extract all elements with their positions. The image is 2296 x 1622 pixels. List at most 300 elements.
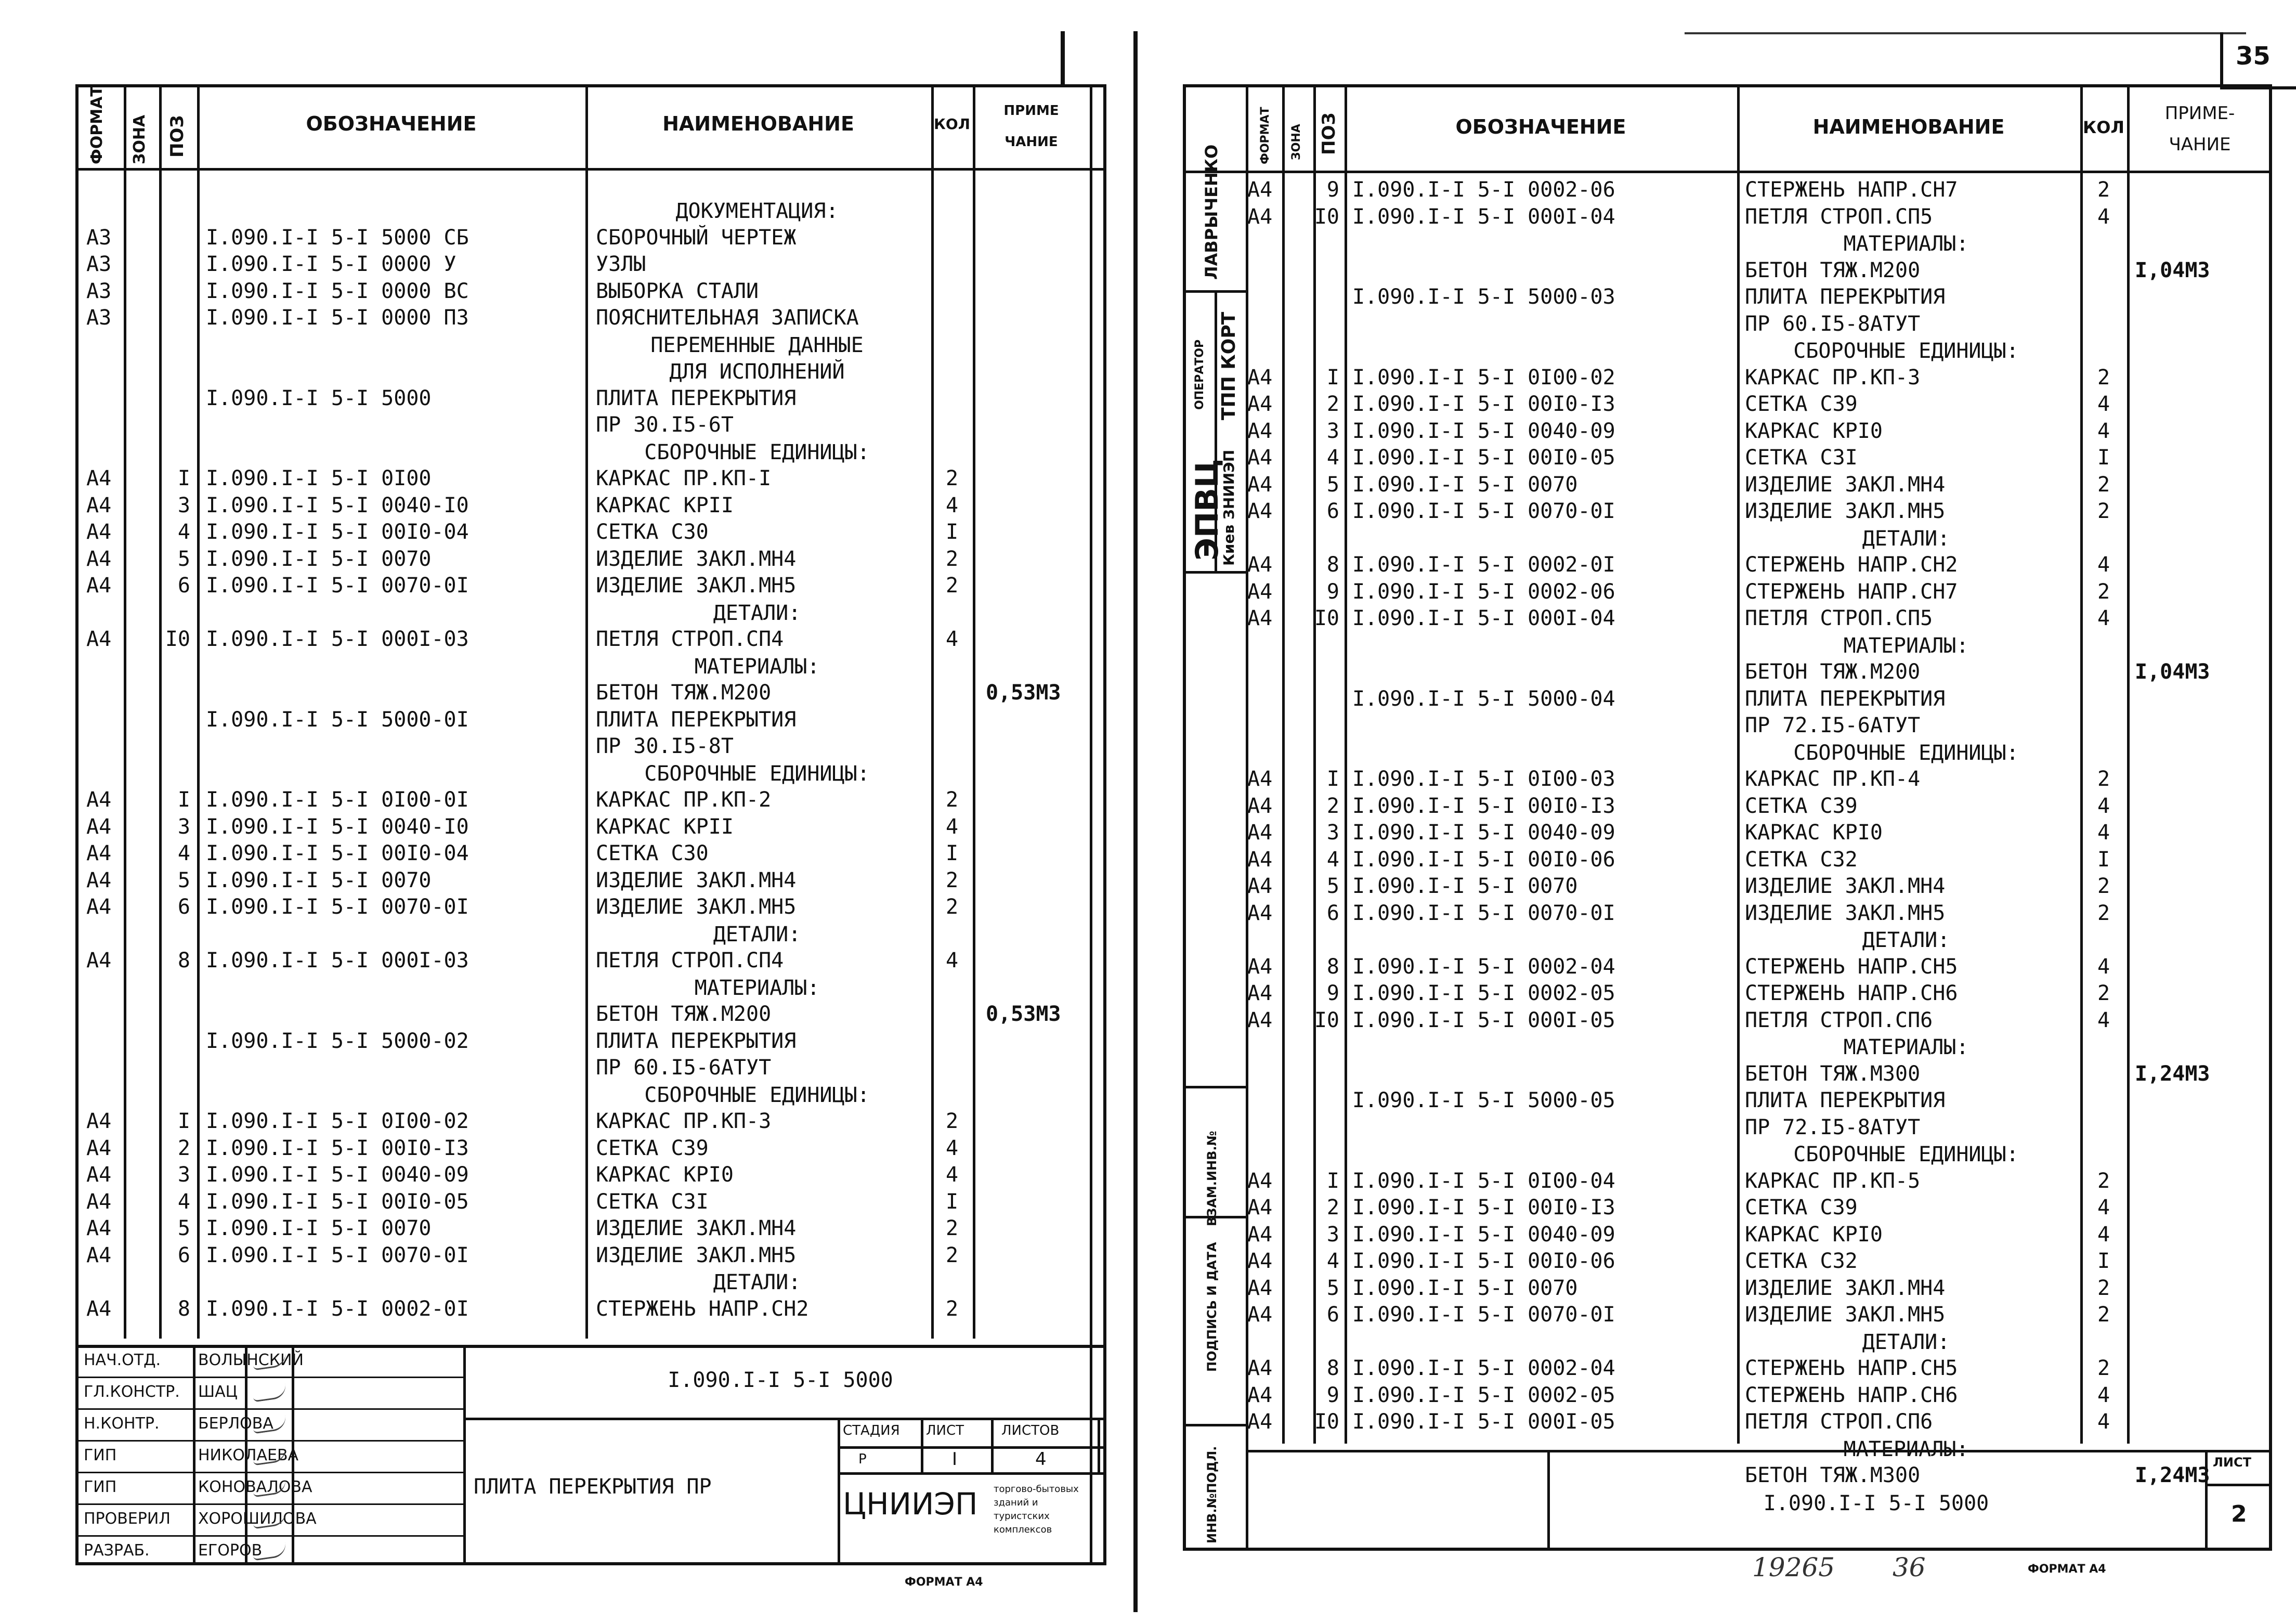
handwritten-page: 36 [1893,1552,1926,1582]
cell-designation: I.090.I-I 5-I 5000 [206,386,432,410]
cell-designation: I.090.I-I 5-I 000I-04 [1352,204,1615,229]
table-row [79,842,1103,865]
cell-designation: I.090.I-I 5-I 00I0-04 [206,520,469,544]
section-heading: ДЕТАЛИ: [713,601,801,625]
cell-pos: 2 [177,1136,190,1160]
cell-format: А4 [1247,1383,1273,1407]
cell-format: А4 [1247,419,1273,443]
cell-format: А4 [86,627,112,651]
cell-name: ИЗДЕЛИЕ ЗАКЛ.МН4 [596,868,797,892]
cell-pos: 6 [177,1243,190,1267]
cell-name: БЕТОН ТЯЖ.М300 [1745,1061,1921,1086]
header-designation: ОБОЗНАЧЕНИЕ [1455,115,1626,138]
cell-format: А4 [1247,392,1273,416]
cell-format: А4 [86,814,112,839]
cell-name: СЕТКА С39 [1745,794,1858,818]
table-row [1186,473,2269,496]
cell-designation: I.090.I-I 5-I 000I-03 [206,949,469,972]
cell-format: А4 [86,1109,112,1133]
section-heading: СБОРОЧНЫЕ ЕДИНИЦЫ: [1793,339,2019,363]
cell-note: 0,53М3 [986,1002,1061,1026]
sheet-label: ЛИСТ [926,1423,964,1438]
title-block-code: I.090.I-I 5-I 5000 [668,1368,893,1392]
cell-pos: 4 [177,1189,190,1214]
cell-qty: 4 [2097,1196,2110,1219]
cell-name: КАРКАС ПР.КП-3 [1745,365,1921,390]
cell-pos: 5 [177,868,190,892]
cell-designation: I.090.I-I 5-I 0I00-02 [206,1109,469,1133]
cell-format: А4 [86,788,112,812]
left-format-label: ФОРМАТ А4 [905,1576,983,1589]
section-heading: ДЕТАЛИ: [713,1270,801,1294]
cell-name: ПЕТЛЯ СТРОП.СП4 [596,627,784,651]
cell-name: ПЕТЛЯ СТРОП.СП6 [1745,1410,1933,1434]
table-row [1186,1089,2269,1112]
table-row [79,1110,1103,1133]
cell-pos: I [1326,1169,1339,1193]
section-heading: СБОРОЧНЫЕ ЕДИНИЦЫ: [1793,1143,2019,1166]
signature-scribble [252,1384,287,1403]
section-heading: МАТЕРИАЛЫ: [1843,633,1969,658]
cell-name: БЕТОН ТЯЖ.М200 [1745,258,1921,282]
page-fold-line [1133,31,1138,1612]
stamp-vzam: ВЗАМ.ИНВ.№ [1205,1131,1219,1226]
right-sheet-label: ЛИСТ [2213,1455,2252,1470]
cell-format: А4 [1247,847,1273,872]
cell-format: А3 [86,306,112,330]
cell-name: ПЕТЛЯ СТРОП.СП6 [1745,1008,1933,1032]
cell-note: 0,53М3 [986,681,1061,705]
cell-format: А4 [86,466,112,490]
table-row [1186,178,2269,201]
cell-qty: 4 [2097,392,2110,416]
table-row [1186,768,2269,790]
cell-designation: I.090.I-I 5-I 0070-0I [1352,901,1615,925]
signature-name: ХОРОШИЛОВА [198,1510,317,1528]
table-row [79,735,1103,758]
cell-qty: I [2097,1249,2110,1273]
table-row [1186,902,2269,925]
table-row [1186,1116,2269,1139]
cell-qty: 4 [945,493,959,517]
cell-note: I,24М3 [2135,1463,2210,1487]
sheets-label: ЛИСТОВ [1001,1423,1060,1438]
table-row [79,949,1103,972]
cell-name: ИЗДЕЛИЕ ЗАКЛ.МН4 [1745,1276,1946,1300]
left-sheet [75,84,1106,1565]
table-row [1186,1303,2269,1326]
cell-pos: I [177,466,190,490]
section-heading: ДЕТАЛИ: [1862,1330,1950,1354]
cell-name: БЕТОН ТЯЖ.М300 [1745,1463,1921,1487]
header-note-2: ЧАНИЕ [1004,134,1058,150]
cell-qty: 4 [2097,821,2110,845]
cell-pos: 4 [1326,847,1339,872]
cell-pos: 9 [1326,178,1339,202]
cell-qty: I [2097,446,2110,470]
cell-name: КАРКАС ПР.КП-2 [596,788,772,812]
table-row [1186,821,2269,844]
title-block-title: ПЛИТА ПЕРЕКРЫТИЯ ПР [474,1475,712,1499]
signature-role: ГИП [84,1478,117,1496]
cell-format: А4 [86,841,112,865]
cell-designation: I.090.I-I 5-I 0040-09 [1352,821,1615,845]
cell-qty: 4 [945,1136,959,1160]
table-row [1186,259,2269,282]
cell-designation: I.090.I-I 5-I 5000-02 [206,1029,469,1053]
cell-designation: I.090.I-I 5-I 00I0-I3 [206,1136,469,1160]
cell-designation: I.090.I-I 5-I 0I00-04 [1352,1169,1615,1193]
table-row [79,815,1103,838]
table-row [1186,205,2269,228]
cell-pos: 8 [1326,954,1339,979]
table-row [1186,795,2269,818]
cell-format: А4 [1247,981,1273,1005]
page-number: 35 [2236,42,2271,71]
cell-pos: 5 [177,547,190,571]
cell-name: СБОРОЧНЫЙ ЧЕРТЕЖ [596,225,797,250]
cell-designation: I.090.I-I 5-I 0040-09 [206,1163,469,1187]
cell-name: ВЫБОРКА СТАЛИ [596,279,759,303]
cell-name: ПОЯСНИТЕЛЬНАЯ ЗАПИСКА [596,306,859,330]
table-row [1186,1464,2269,1487]
cell-name: БЕТОН ТЯЖ.М200 [1745,660,1921,684]
cell-format: А4 [86,493,112,517]
cell-format: А3 [86,279,112,303]
cell-designation: I.090.I-I 5-I 0002-05 [1352,981,1615,1005]
cell-format: А4 [1247,901,1273,925]
cell-name: КАРКАС КРI0 [1745,821,1883,845]
cell-designation: I.090.I-I 5-I 0070-0I [206,895,469,919]
cell-designation: I.090.I-I 5-I 0002-06 [1352,579,1615,604]
table-row [79,1190,1103,1213]
cell-name: СТЕРЖЕНЬ НАПР.СН6 [1745,1383,1958,1407]
cell-pos: 3 [177,814,190,839]
signature-role: Н.КОНТР. [84,1415,160,1433]
cell-name: БЕТОН ТЯЖ.М200 [596,681,772,705]
cell-name: СЕТКА С3I [1745,446,1858,470]
cell-format: А4 [86,868,112,892]
cell-name: СТЕРЖЕНЬ НАПР.СН6 [1745,981,1958,1005]
table-row [1186,1384,2269,1407]
table-row [1186,580,2269,603]
stamp-tpp-kort: ТПП КОРТ [1218,312,1240,420]
cell-qty: 4 [2097,204,2110,229]
table-row [79,708,1103,731]
cell-format: А3 [86,252,112,276]
cell-qty: I [945,1189,959,1214]
table-row [79,521,1103,543]
cell-pos: 4 [177,841,190,865]
cell-name: ИЗДЕЛИЕ ЗАКЛ.МН5 [1745,499,1946,523]
cell-format: А4 [1247,499,1273,523]
cell-pos: 8 [177,949,190,972]
cell-designation: I.090.I-I 5-I 0I00 [206,466,432,490]
cell-format: А4 [1247,178,1273,202]
cell-format: А4 [86,1216,112,1240]
cell-format: А4 [1247,874,1273,898]
cell-name: КАРКАС КРI0 [1745,1222,1883,1247]
top-rule [1685,32,2246,34]
table-row [79,1137,1103,1160]
table-row [1186,955,2269,978]
header-qty: КОЛ [934,115,970,133]
cell-pos: I [1326,365,1339,390]
section-heading: ПЕРЕМЕННЫЕ ДАННЫЕ [650,333,864,357]
cell-designation: I.090.I-I 5-I 00I0-06 [1352,1249,1615,1273]
sheet-value: I [952,1449,958,1470]
cell-pos: 2 [1326,794,1339,818]
cell-format: А4 [86,949,112,972]
header-name: НАИМЕНОВАНИЕ [1812,115,2005,138]
org-subtitle: торгово-бытовых зданий и туристских комплексов [994,1484,1079,1535]
cell-designation: I.090.I-I 5-I 00I0-06 [1352,847,1615,872]
cell-name: ПР 30.I5-6Т [596,413,734,437]
table-row [1186,982,2269,1005]
cell-name: СЕТКА С30 [596,520,709,544]
table-row [1186,420,2269,443]
cell-qty: 4 [945,627,959,651]
cell-format: А4 [86,1163,112,1187]
cell-pos: I [177,788,190,812]
stamp-epvc: ЭПВЦ [1189,459,1225,561]
table-row [79,1244,1103,1267]
cell-designation: I.090.I-I 5-I 00I0-05 [1352,446,1615,470]
table-row [79,413,1103,436]
header-format: ФОРМАТ [1259,107,1272,164]
cell-pos: 6 [1326,499,1339,523]
cell-designation: I.090.I-I 5-I 5000-0I [206,707,469,732]
section-heading: МАТЕРИАЛЫ: [1843,1035,1969,1059]
cell-name: СЕТКА С30 [596,841,709,865]
cell-name: СЕТКА С39 [1745,1196,1858,1219]
cell-name: ПЛИТА ПЕРЕКРЫТИЯ [1745,285,1946,309]
cell-designation: I.090.I-I 5-I 000I-03 [206,627,469,651]
cell-designation: I.090.I-I 5-I 5000 СБ [206,225,469,250]
cell-pos: 3 [1326,419,1339,443]
cell-format: А4 [1247,821,1273,845]
cell-format: А4 [1247,767,1273,791]
cell-name: СТЕРЖЕНЬ НАПР.СН2 [596,1296,809,1321]
cell-name: ИЗДЕЛИЕ ЗАКЛ.МН4 [1745,472,1946,497]
table-row [1186,500,2269,523]
cell-name: ПР 72.I5-8АТУТ [1745,1115,1921,1139]
cell-qty: 4 [945,814,959,839]
section-heading: ДЕТАЛИ: [1862,526,1950,551]
cell-format: А4 [1247,1303,1273,1327]
table-row [1186,1357,2269,1380]
table-row [79,1030,1103,1053]
cell-designation: I.090.I-I 5-I 0040-I0 [206,814,469,839]
table-row [79,1163,1103,1186]
left-title-block [79,1345,1103,1562]
signature-name: ВОЛЫНСКИЙ [198,1351,304,1369]
cell-name: КАРКАС ПР.КП-5 [1745,1169,1921,1193]
table-row [1186,286,2269,308]
table-row [79,628,1103,651]
cell-qty: 2 [945,868,959,892]
cell-pos: 8 [1326,1356,1339,1380]
header-note-1: ПРИМЕ [1003,103,1059,119]
cell-format: А4 [1247,1249,1273,1273]
table-row [79,1297,1103,1320]
table-row [79,306,1103,329]
table-row [79,548,1103,570]
cell-format: А4 [1247,446,1273,470]
cell-format: А4 [1247,1169,1273,1193]
stamp-kiev: Киев ЗНИИЭП [1220,449,1237,566]
section-heading: СБОРОЧНЫЕ ЕДИНИЦЫ: [644,1083,870,1107]
cell-designation: I.090.I-I 5-I 00I0-I3 [1352,392,1615,416]
cell-pos: I0 [1314,1008,1339,1032]
cell-name: КАРКАС ПР.КП-3 [596,1109,772,1133]
cell-qty: 2 [2097,1303,2110,1327]
cell-name: ИЗДЕЛИЕ ЗАКЛ.МН5 [1745,901,1946,925]
cell-name: СТЕРЖЕНЬ НАПР.СН2 [1745,553,1958,577]
table-row [79,467,1103,490]
cell-name: ПЛИТА ПЕРЕКРЫТИЯ [596,707,797,732]
binder-mark [1061,31,1065,86]
cell-designation: I.090.I-I 5-I 0002-0I [206,1296,469,1321]
cell-pos: 9 [1326,1383,1339,1407]
cell-pos: I0 [165,627,190,651]
cell-qty: 4 [2097,794,2110,818]
section-heading: ДОКУМЕНТАЦИЯ: [675,199,839,223]
cell-pos: 4 [1326,446,1339,470]
cell-pos: 5 [1326,472,1339,497]
org-name: ЦНИИЭП [843,1486,978,1522]
cell-qty: 2 [2097,874,2110,898]
section-heading: МАТЕРИАЛЫ: [1843,1437,1969,1461]
table-row [79,226,1103,249]
table-row [79,574,1103,597]
table-row [1186,313,2269,335]
cell-qty: 2 [945,574,959,598]
cell-format: А4 [86,547,112,571]
signature-role: РАЗРАБ. [84,1541,150,1560]
table-row [79,788,1103,811]
cell-format: А4 [86,895,112,919]
table-row [79,387,1103,410]
cell-pos: 3 [177,493,190,517]
cell-qty: 4 [2097,419,2110,443]
cell-qty: 4 [2097,1410,2110,1434]
cell-name: СТЕРЖЕНЬ НАПР.СН5 [1745,1356,1958,1380]
cell-name: ПЕТЛЯ СТРОП.СП4 [596,949,784,972]
cell-designation: I.090.I-I 5-I 0070 [206,547,432,571]
table-row [1186,875,2269,898]
cell-name: СЕТКА С39 [1745,392,1858,416]
cell-pos: 6 [177,574,190,598]
cell-designation: I.090.I-I 5-I 5000-03 [1352,285,1615,309]
cell-designation: I.090.I-I 5-I 0070-0I [206,1243,469,1267]
cell-format: А4 [86,1136,112,1160]
cell-designation: I.090.I-I 5-I 0002-04 [1352,1356,1615,1380]
cell-pos: I [177,1109,190,1133]
cell-format: А4 [1247,204,1273,229]
table-row [79,253,1103,276]
cell-designation: I.090.I-I 5-I 0040-09 [1352,419,1615,443]
cell-qty: 2 [945,1296,959,1321]
cell-name: СЕТКА С3I [596,1189,709,1214]
cell-designation: I.090.I-I 5-I 0070 [1352,472,1578,497]
header-zone: ЗОНА [1290,124,1303,160]
cell-pos: 6 [1326,901,1339,925]
cell-name: КАРКАС ПР.КП-4 [1745,767,1921,791]
cell-pos: 3 [177,1163,190,1187]
cell-designation: I.090.I-I 5-I 0040-09 [1352,1222,1615,1247]
table-row [79,494,1103,517]
cell-designation: I.090.I-I 5-I 0I00-03 [1352,767,1615,791]
cell-name: ПЛИТА ПЕРЕКРЫТИЯ [596,1029,797,1053]
cell-name: УЗЛЫ [596,252,646,276]
table-row [1186,1223,2269,1246]
sheets-value: 4 [1035,1449,1047,1470]
cell-format: А4 [1247,579,1273,604]
cell-designation: I.090.I-I 5-I 0I00-02 [1352,365,1615,390]
table-row [79,280,1103,303]
stage-value: Р [858,1451,867,1467]
cell-name: ПЕТЛЯ СТРОП.СП5 [1745,606,1933,630]
cell-designation: I.090.I-I 5-I 0070 [1352,874,1578,898]
table-row [1186,393,2269,416]
table-row [1186,848,2269,871]
cell-name: ПР 72.I5-6АТУТ [1745,713,1921,737]
cell-qty: 2 [2097,472,2110,497]
cell-name: ИЗДЕЛИЕ ЗАКЛ.МН5 [596,574,797,598]
cell-qty: 4 [945,949,959,972]
cell-designation: I.090.I-I 5-I 000I-05 [1352,1008,1615,1032]
signature-name: ЕГОРОВ [198,1541,263,1560]
cell-designation: I.090.I-I 5-I 0070-0I [1352,499,1615,523]
cell-designation: I.090.I-I 5-I 0040-I0 [206,493,469,517]
right-sheet-value: 2 [2231,1501,2247,1527]
table-row [1186,607,2269,630]
header-note-2: ЧАНИЕ [2169,134,2231,155]
cell-name: ПР 30.I5-8Т [596,734,734,758]
cell-format: А4 [86,520,112,544]
cell-qty: 2 [945,788,959,812]
cell-designation: I.090.I-I 5-I 00I0-I3 [1352,1196,1615,1219]
cell-pos: 4 [177,520,190,544]
cell-format: А4 [1247,606,1273,630]
cell-pos: 5 [1326,1276,1339,1300]
cell-designation: I.090.I-I 5-I 0000 ВС [206,279,469,303]
cell-pos: 9 [1326,981,1339,1005]
cell-pos: 8 [177,1296,190,1321]
signature-name: КОНОВАЛОВА [198,1478,312,1496]
cell-pos: 3 [1326,821,1339,845]
cell-pos: 4 [1326,1249,1339,1273]
cell-pos: 8 [1326,553,1339,577]
table-row [79,1003,1103,1026]
cell-name: ИЗДЕЛИЕ ЗАКЛ.МН5 [1745,1303,1946,1327]
cell-designation: I.090.I-I 5-I 0002-04 [1352,954,1615,979]
table-row [1186,1196,2269,1219]
cell-qty: 2 [2097,365,2110,390]
table-row [1186,1062,2269,1085]
cell-name: КАРКАС КРI0 [1745,419,1883,443]
table-row [1186,366,2269,389]
cell-qty: 4 [2097,553,2110,577]
cell-designation: I.090.I-I 5-I 0002-05 [1352,1383,1615,1407]
cell-qty: I [2097,847,2110,872]
cell-name: ИЗДЕЛИЕ ЗАКЛ.МН4 [1745,874,1946,898]
header-pos: ПОЗ [167,115,188,158]
cell-qty: 2 [2097,981,2110,1005]
cell-qty: 2 [945,1243,959,1267]
cell-name: СТЕРЖЕНЬ НАПР.СН7 [1745,579,1958,604]
